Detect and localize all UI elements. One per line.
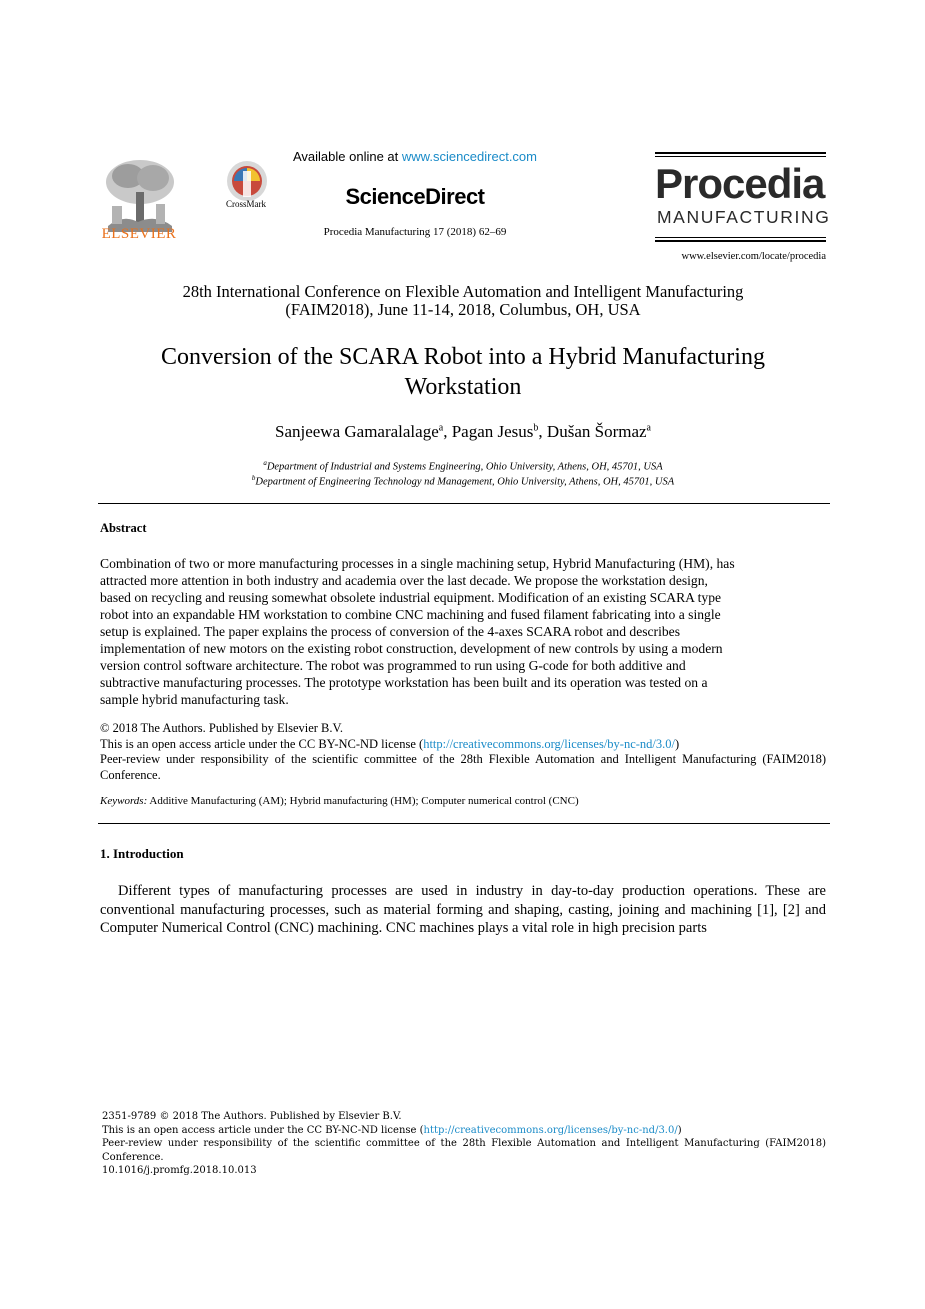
divider-top xyxy=(98,503,830,504)
available-online xyxy=(200,149,630,164)
divider-bottom xyxy=(98,823,830,824)
affiliation-mark: a xyxy=(263,459,267,467)
abstract-line: sample hybrid manufacturing task. xyxy=(100,692,289,707)
affiliation-mark: b xyxy=(251,474,256,482)
abstract-line: version control software architecture. The robot was programmed to run using G-code for both additive and xyxy=(100,658,686,673)
authors: Sanjeewa Gamaralalage$^a$, Pagan Jesus$^b$, Dušan Šormaz$^a$ xyxy=(274,422,651,441)
footer-issn: 2351-9789 © 2018 The Authors. Published by Elsevier B.V. xyxy=(102,1111,402,1122)
abstract-line: setup is explained. The paper explains the process of conversion of the 4-axes SCARA robot and describes xyxy=(100,624,680,639)
sciencedirect-link[interactable]: www.sciencedirect.com xyxy=(401,149,537,164)
crossmark-label: CrossMark xyxy=(226,199,266,209)
footer-license-link[interactable]: http://creativecommons.org/licenses/by-nc-nd/3.0/ xyxy=(423,1124,678,1136)
footer-peer-review: Peer-review under responsibility of the scientific committee of the 28th Flexible Automation and Intelligent Manufacturing (FAIM2018) Conference. xyxy=(102,1138,826,1163)
footer-license xyxy=(102,1124,826,1138)
abstract-body xyxy=(100,555,826,708)
abstract-line: implementation of new motors on the existing robot construction, development of new controls by using a modern xyxy=(100,641,723,656)
procedia-word: Procedia xyxy=(655,160,825,207)
footer-license-suffix: ) xyxy=(677,1124,682,1136)
keywords-text: Additive Manufacturing (AM); Hybrid manufacturing (HM); Computer numerical control (CNC) xyxy=(147,795,579,807)
sciencedirect-wordmark: ScienceDirect xyxy=(345,184,485,209)
abstract-line: based on recycling and reusing somewhat obsolete industrial equipment. Modification of an existing SCARA type xyxy=(100,590,722,605)
license-prefix: This is an open access article under the CC BY-NC-ND license ( xyxy=(100,736,424,751)
procedia-subtitle: MANUFACTURING xyxy=(657,207,831,227)
conference-line-1: 28th International Conference on Flexible Automation and Intelligent Manufacturing xyxy=(182,282,744,301)
abstract-line: robot into an expandable HM workstation to combine CNC machining and fused filament fabricating into a single xyxy=(100,607,721,622)
license-suffix: ) xyxy=(674,736,680,751)
footer-doi[interactable]: 10.1016/j.promfg.2018.10.013 xyxy=(102,1165,257,1176)
journal-reference: Procedia Manufacturing 17 (2018) 62–69 xyxy=(323,226,507,238)
keywords xyxy=(100,795,826,807)
copyright-block xyxy=(100,721,826,783)
footer-license-prefix: This is an open access article under the CC BY-NC-ND license ( xyxy=(102,1124,424,1136)
procedia-bottom-rule xyxy=(655,240,826,242)
procedia-top-rule-thin xyxy=(655,156,826,157)
keywords-label: Keywords: xyxy=(100,795,148,807)
conference-line-2: (FAIM2018), June 11-14, 2018, Columbus, OH, USA xyxy=(285,300,641,319)
author-affil-mark: b xyxy=(533,422,539,434)
introduction-body: Different types of manufacturing processes are used in industry in day-to-day production operations. These are conventional manufacturing processes, such as material forming and shaping, casting, joining and machining [1], [2] and Computer Numerical Control (CNC) machining. CNC machines plays a vital role in high precision parts xyxy=(100,883,826,936)
abstract-heading: Abstract xyxy=(100,521,147,535)
paper-title xyxy=(100,342,826,402)
affiliation-b xyxy=(100,474,826,488)
author-affil-mark: a xyxy=(646,422,651,434)
author-affil-mark: a xyxy=(438,422,444,434)
abstract-line: attracted more attention in both industry and academia over the last decade. We propose the workstation design, xyxy=(100,573,708,588)
copyright-line: © 2018 The Authors. Published by Elsevier B.V. xyxy=(100,721,344,735)
author-name: Dušan Šormaz xyxy=(546,422,647,441)
affiliation-text: Department of Industrial and Systems Engineering, Ohio University, Athens, OH, 45701, USA xyxy=(266,461,663,473)
procedia-logo xyxy=(655,152,831,242)
paper-title-line-2: Workstation xyxy=(404,374,522,400)
abstract-line: subtractive manufacturing processes. The prototype workstation has been built and its operation was tested on a xyxy=(100,675,708,690)
procedia-bottom-rule-thin xyxy=(655,237,826,238)
conference-info xyxy=(100,283,826,319)
peer-review-line: Peer-review under responsibility of the scientific committee of the 28th Flexible Automation and Intelligent Manufacturing (FAIM2018) Conference. xyxy=(100,752,826,782)
footer xyxy=(102,1110,826,1178)
paper-title-line-1: Conversion of the SCARA Robot into a Hybrid Manufacturing xyxy=(161,344,765,370)
elsevier-wordmark: ELSEVIER xyxy=(101,226,177,242)
elsevier-url[interactable]: www.elsevier.com/locate/procedia xyxy=(681,251,826,262)
affiliation-a xyxy=(100,459,826,473)
procedia-top-rule xyxy=(655,152,826,154)
available-online-prefix: Available online at xyxy=(292,149,402,164)
introduction-heading: 1. Introduction xyxy=(100,846,184,861)
author-name: Pagan Jesus xyxy=(451,422,534,441)
affiliation-text: Department of Engineering Technology nd Management, Ohio University, Athens, OH, 45701, USA xyxy=(255,476,675,488)
license-line xyxy=(100,737,826,753)
abstract-line: Combination of two or more manufacturing processes in a single machining setup, Hybrid Manufacturing (HM), has xyxy=(100,556,735,571)
author-name: Sanjeewa Gamaralalage xyxy=(274,422,439,441)
license-link[interactable]: http://creativecommons.org/licenses/by-nc-nd/3.0/ xyxy=(423,736,675,751)
